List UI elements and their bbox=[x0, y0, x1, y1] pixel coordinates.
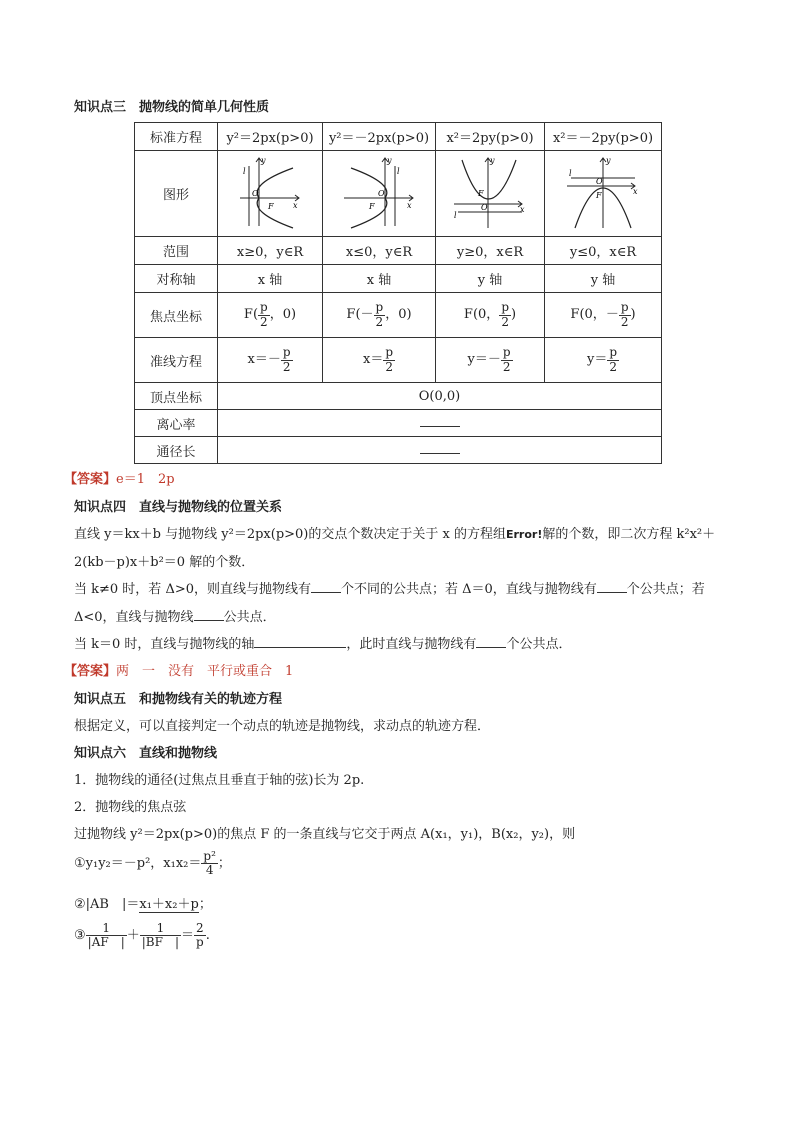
eccentricity-blank bbox=[218, 410, 662, 437]
section4-paragraph-5: 当 k＝0 时，直线与抛物线的轴 ，此时直线与抛物线有 个公共点． bbox=[74, 637, 572, 652]
svg-text:F: F bbox=[478, 188, 484, 198]
section5-paragraph: 根据定义，可以直接判定一个动点的轨迹是抛物线，求动点的轨迹方程． bbox=[74, 719, 491, 734]
focus-cell-3: F(0， $\frac{p}{2}$ ) bbox=[436, 293, 545, 338]
svg-text:l: l bbox=[454, 210, 457, 220]
figure-cell-1 bbox=[218, 151, 323, 237]
section6-item-1: 1．抛物线的通径(过焦点且垂直于轴的弦)长为 2p. bbox=[74, 773, 365, 788]
section4-heading: 知识点四 直线与抛物线的位置关系 bbox=[74, 500, 283, 515]
range-cell: x≤0，y∈R bbox=[323, 237, 436, 265]
section4-answer: 【答案】两 一 没有 平行或重合 1 bbox=[64, 664, 294, 679]
focus-row bbox=[135, 293, 662, 338]
figure-row bbox=[135, 151, 662, 237]
parabola-left-graph bbox=[339, 154, 419, 230]
range-cell: y≤0，x∈R bbox=[545, 237, 662, 265]
latus-label: 通径长 bbox=[135, 437, 218, 464]
axis-cell: x 轴 bbox=[218, 265, 323, 293]
parabola-properties-table bbox=[134, 122, 662, 464]
svg-text:y: y bbox=[490, 155, 495, 165]
section4-paragraph-3: 当 k≠0 时，若 Δ>0，则直线与抛物线有 个不同的公共点；若 Δ＝0，直线与抛物线有 个公共点；若 bbox=[74, 582, 705, 597]
eccentricity-row bbox=[135, 410, 662, 437]
svg-text:y: y bbox=[606, 155, 611, 165]
section6-heading: 知识点六 直线和抛物线 bbox=[74, 746, 218, 761]
table-header-row bbox=[135, 123, 662, 151]
axis-row bbox=[135, 265, 662, 293]
directrix-row bbox=[135, 338, 662, 383]
figure-cell-3 bbox=[436, 151, 545, 237]
section3-answer: 【答案】e＝1 2p bbox=[64, 472, 175, 487]
svg-text:l: l bbox=[569, 168, 572, 178]
parabola-down-graph bbox=[563, 154, 643, 230]
header-cell: y²＝2px(p>0) bbox=[218, 123, 323, 151]
section6-paragraph: 过抛物线 y²＝2px(p>0)的焦点 F 的一条直线与它交于两点 A(x₁，y₁)，B(x₂，y₂)，则 bbox=[74, 827, 576, 842]
svg-text:l: l bbox=[397, 166, 400, 176]
svg-text:y: y bbox=[261, 155, 266, 165]
directrix-cell: x＝－ $\frac{p}{2}$ bbox=[218, 338, 323, 383]
header-cell: 标准方程 bbox=[135, 123, 218, 151]
svg-text:y: y bbox=[387, 155, 392, 165]
svg-text:O: O bbox=[481, 202, 488, 212]
focus-label: 焦点坐标 bbox=[135, 293, 218, 338]
directrix-cell: x＝ $\frac{p}{2}$ bbox=[323, 338, 436, 383]
range-cell: y≥0，x∈R bbox=[436, 237, 545, 265]
figure-label: 图形 bbox=[135, 151, 218, 237]
header-cell: x²＝－2py(p>0) bbox=[545, 123, 662, 151]
section4-paragraph-4: Δ<0，直线与抛物线 公共点． bbox=[74, 610, 276, 625]
range-cell: x≥0，y∈R bbox=[218, 237, 323, 265]
svg-text:F: F bbox=[369, 201, 375, 211]
range-row bbox=[135, 237, 662, 265]
latus-blank bbox=[218, 437, 662, 464]
figure-cell-2 bbox=[323, 151, 436, 237]
focus-cell-2: F(－ $\frac{p}{2}$ ，0) bbox=[323, 293, 436, 338]
parabola-up-graph bbox=[450, 154, 530, 230]
svg-text:O: O bbox=[252, 188, 259, 198]
header-cell: x²＝2py(p>0) bbox=[436, 123, 545, 151]
latus-row bbox=[135, 437, 662, 464]
directrix-label: 准线方程 bbox=[135, 338, 218, 383]
svg-text:F: F bbox=[268, 201, 274, 211]
axis-label: 对称轴 bbox=[135, 265, 218, 293]
eccentricity-label: 离心率 bbox=[135, 410, 218, 437]
svg-text:x: x bbox=[633, 186, 638, 196]
formula-2: ②|AB |＝x₁＋x₂＋p； bbox=[74, 893, 212, 913]
axis-cell: x 轴 bbox=[323, 265, 436, 293]
axis-cell: y 轴 bbox=[436, 265, 545, 293]
svg-text:O: O bbox=[378, 188, 385, 198]
focus-cell-4: F(0，－ $\frac{p}{2}$ ) bbox=[545, 293, 662, 338]
directrix-cell: y＝－ $\frac{p}{2}$ bbox=[436, 338, 545, 383]
section4-paragraph-2: 2(kb－p)x＋b²＝0 解的个数． bbox=[74, 555, 255, 570]
section5-heading: 知识点五 和抛物线有关的轨迹方程 bbox=[74, 692, 283, 707]
svg-text:x: x bbox=[520, 204, 525, 214]
header-cell: y²＝－2px(p>0) bbox=[323, 123, 436, 151]
axis-cell: y 轴 bbox=[545, 265, 662, 293]
focus-cell-1: F( $\frac{p}{2}$ ，0) bbox=[218, 293, 323, 338]
formula-3: ③ $\frac{1}{|AF |}$ ＋ $\frac{1}{|BF |}$ ＝ $\frac{2}{p}$ . bbox=[74, 921, 210, 950]
svg-text:F: F bbox=[596, 190, 602, 200]
svg-text:l: l bbox=[243, 166, 246, 176]
svg-text:x: x bbox=[293, 200, 298, 210]
range-label: 范围 bbox=[135, 237, 218, 265]
section4-paragraph-1: 直线 y＝kx＋b 与抛物线 y²＝2px(p>0)的交点个数决定于关于 x 的方程组Error!解的个数，即二次方程 k²x²＋ bbox=[74, 527, 716, 542]
vertex-row bbox=[135, 383, 662, 410]
directrix-cell: y＝ $\frac{p}{2}$ bbox=[545, 338, 662, 383]
figure-cell-4 bbox=[545, 151, 662, 237]
vertex-label: 顶点坐标 bbox=[135, 383, 218, 410]
section3-heading: 知识点三 抛物线的简单几何性质 bbox=[74, 100, 270, 115]
svg-text:O: O bbox=[596, 176, 603, 186]
vertex-value: O(0,0) bbox=[218, 383, 662, 410]
parabola-right-graph bbox=[235, 154, 305, 230]
formula-1: ①y₁y₂＝－p²，x₁x₂＝ $\frac{\text{p²}}{4}$ ； bbox=[74, 849, 231, 878]
section6-item-2: 2．抛物线的焦点弦 bbox=[74, 800, 187, 815]
svg-text:x: x bbox=[407, 200, 412, 210]
